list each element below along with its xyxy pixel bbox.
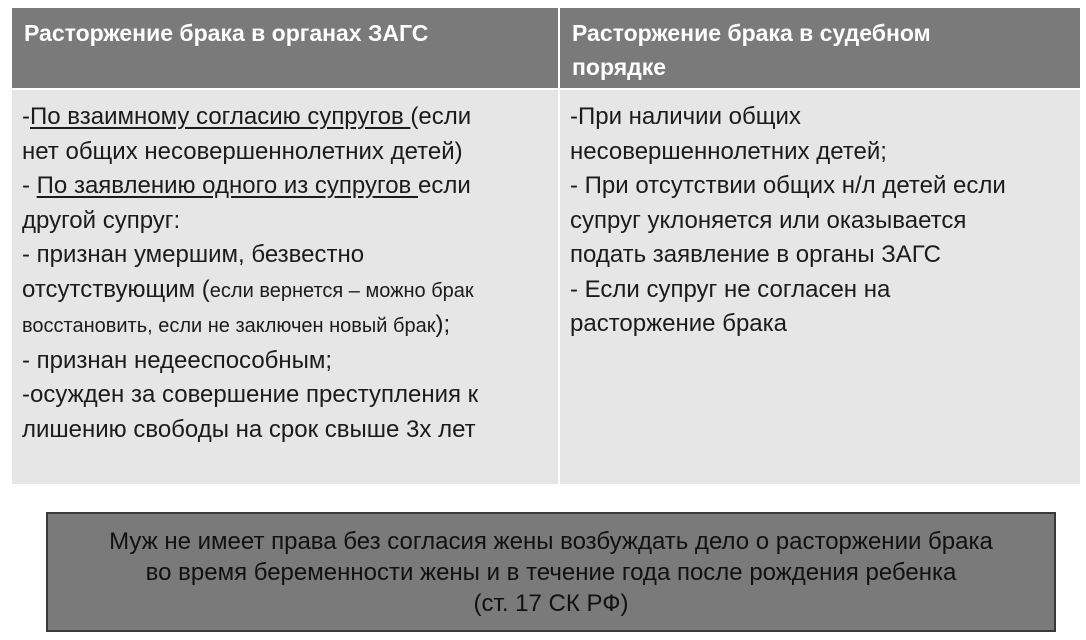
registry-line-2: нет общих несовершеннолетних детей) (22, 137, 463, 165)
header-court-procedure-line2: порядке (572, 54, 667, 80)
registry-line-7-main: ); (435, 311, 451, 338)
registry-line-5: - признан умершим, безвестно (22, 241, 365, 268)
court-line-4: супруг уклоняется или оказывается (570, 206, 967, 234)
husband-restriction-note (46, 512, 1056, 632)
court-line-7: расторжение брака (570, 310, 788, 337)
court-line-5: подать заявление в органы ЗАГС (570, 241, 941, 268)
registry-line-3-prefix: - (22, 172, 37, 199)
registry-line-6-note: если вернется – можно брак (209, 279, 474, 302)
note-line-1: Муж не имеет права без согласия жены возбуждать дело о расторжении брака (109, 528, 993, 555)
registry-line-1 (22, 100, 548, 135)
court-line-2: несовершеннолетних детей; (570, 137, 887, 165)
court-line-1: -При наличии общих (570, 103, 801, 130)
court-line-3: - При отсутствии общих н/л детей если (570, 172, 1006, 199)
registry-line-1-prefix: - (22, 103, 30, 130)
registry-line-1-underlined: По взаимному согласию супругов (30, 103, 411, 130)
note-line-3-citation: (ст. 17 СК РФ) (473, 590, 629, 617)
registry-line-7-note: восстановить, если не заключен новый брак (22, 315, 436, 337)
registry-line-6-main: отсутствующим ( (22, 275, 210, 303)
registry-line-8: - признан недееспособным; (22, 346, 333, 374)
cell-court-conditions (560, 90, 1080, 484)
registry-line-3-underlined: По заявлению одного из супругов (36, 172, 418, 199)
divorce-comparison-table (12, 8, 1080, 484)
header-registry-office-text: Расторжение брака в органах ЗАГС (24, 20, 429, 46)
note-line-2: во время беременности жены и в течение года после рождения ребенка (145, 559, 957, 586)
registry-line-4: другой супруг: (22, 206, 181, 234)
header-registry-office (12, 8, 558, 88)
registry-line-7 (22, 308, 548, 344)
registry-line-10: лишению свободы на срок свыше 3х лет (22, 415, 476, 443)
registry-line-9: -осужден за совершение преступления к (22, 381, 479, 408)
registry-line-6 (22, 273, 548, 309)
court-line-6: - Если супруг не согласен на (570, 275, 891, 303)
registry-line-3 (22, 169, 548, 204)
registry-line-3-suffix: если (417, 172, 471, 199)
header-court-procedure (560, 8, 1080, 88)
cell-registry-office-conditions (12, 90, 558, 484)
header-court-procedure-line1: Расторжение брака в судебном (572, 20, 931, 46)
registry-line-1-suffix: (если (410, 103, 472, 130)
